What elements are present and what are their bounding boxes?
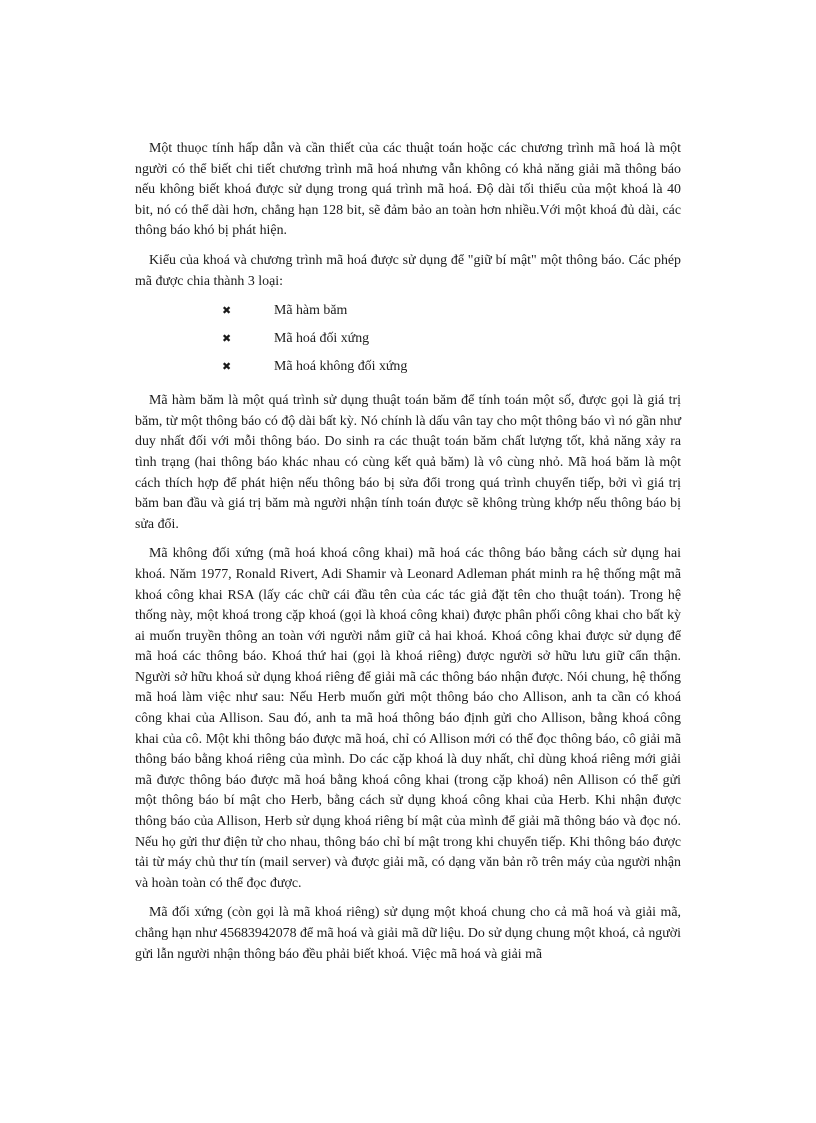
cipher-type-list	[135, 301, 681, 385]
list-item	[135, 329, 681, 357]
list-item-text: Mã hoá không đối xứng	[274, 359, 408, 375]
paragraph-symmetric: Mã đối xứng (còn gọi là mã khoá riêng) sử dụng một khoá chung cho cả mã hoá và giải mã, chẳng hạn như 45683942078 để mã hoá và giải mã dữ liệu. Do sử dụng chung một khoá, cả người gửi lẫn người nhận thông báo đều phải biết khoá. Việc mã hoá và giải mã	[135, 905, 681, 962]
document-page	[135, 139, 681, 974]
list-item-text: Mã hàm băm	[274, 303, 348, 319]
list-item	[135, 357, 681, 385]
cross-bullet-icon: ✖	[222, 332, 232, 346]
paragraph-hash: Mã hàm băm là một quá trình sử dụng thuật toán băm để tính toán một số, được gọi là giá trị băm, từ một thông báo có độ dài bất kỳ. Nó chính là dấu vân tay cho một thông báo vì nó gần như duy nhất đối với mỗi thông báo. Do sinh ra các thuật toán băm chất lượng tốt, khả năng xảy ra tình trạng (hai thông báo khác nhau có cùng kết quả băm) là vô cùng nhỏ. Mã hoá băm là một cách thích hợp để phát hiện nếu thông báo bị sửa đổi trong quá trình chuyển tiếp, bởi vì giá trị băm ban đầu và giá trị băm mà người nhận tính toán được sẽ không trùng khớp nếu thông báo bị sửa đổi.	[135, 393, 681, 532]
list-item-text: Mã hoá đối xứng	[274, 331, 370, 347]
paragraph-asymmetric: Mã không đối xứng (mã hoá khoá công khai) mã hoá các thông báo bằng cách sử dụng hai khoá. Năm 1977, Ronald Rivert, Adi Shamir và Leonard Adleman phát minh ra hệ thống mật mã khoá công khai RSA (lấy các chữ cái đầu tên của các tác giả đặt tên cho thuật toán). Trong hệ thống này, một khoá trong cặp khoá (gọi là khoá công khai) được phân phối công khai cho bất kỳ ai muốn truyền thông an toàn với người nắm giữ cả hai khoá. Khoá công khai được sử dụng để mã hoá các thông báo. Khoá thứ hai (gọi là khoá riêng) được người sở hữu lưu giữ cẩn thận. Người sở hữu khoá sử dụng khoá riêng để giải mã các thông báo nhận được. Nói chung, hệ thống mã hoá làm việc như sau: Nếu Herb muốn gửi một thông báo cho Allison, anh ta cần có khoá công khai của Allison. Sau đó, anh ta mã hoá thông báo định gửi cho Allison, bằng khoá công khai của cô. Một khi thông báo được mã hoá, chỉ có Allison mới có thể đọc thông báo, cô giải mã thông báo bằng khoá riêng của mình. Do các cặp khoá là duy nhất, chỉ dùng khoá riêng mới giải mã được thông báo được mã hoá bằng khoá công khai (trong cặp khoá) nên Allison có thể gửi một thông báo bí mật cho Herb, bằng cách sử dụng khoá công khai của Herb. Khi nhận được thông báo của Allison, Herb sử dụng khoá riêng bí mật của mình để giải mã thông báo và đọc nó. Nếu họ gửi thư điện tử cho nhau, thông báo chỉ bí mật trong khi chuyển tiếp. Khi thông báo được tải từ máy chủ thư tín (mail server) và được giải mã, có dạng văn bản rõ trên máy của người nhận và hoàn toàn có thể đọc được.	[135, 546, 681, 891]
list-item	[135, 301, 681, 329]
paragraph-cipher-types: Kiểu của khoá và chương trình mã hoá được sử dụng để "giữ bí mật" một thông báo. Các phép mã được chia thành 3 loại:	[135, 252, 681, 289]
cross-bullet-icon: ✖	[222, 304, 232, 318]
cross-bullet-icon: ✖	[222, 360, 232, 374]
paragraph-key-length: Một thuọc tính hấp dẫn và cần thiết của các thuật toán hoặc các chương trình mã hoá là một người có thể biết chi tiết chương trình mã hoá nhưng vẫn không có khả năng giải mã thông báo nếu không biết khoá được sử dụng trong quá trình mã hoá. Độ dài tối thiểu của một khoá là 40 bit, nó có thể dài hơn, chẳng hạn 128 bit, sẽ đảm bảo an toàn hơn nhiều.Với một khoá đủ dài, các thông báo khó bị phát hiện.	[135, 141, 681, 239]
